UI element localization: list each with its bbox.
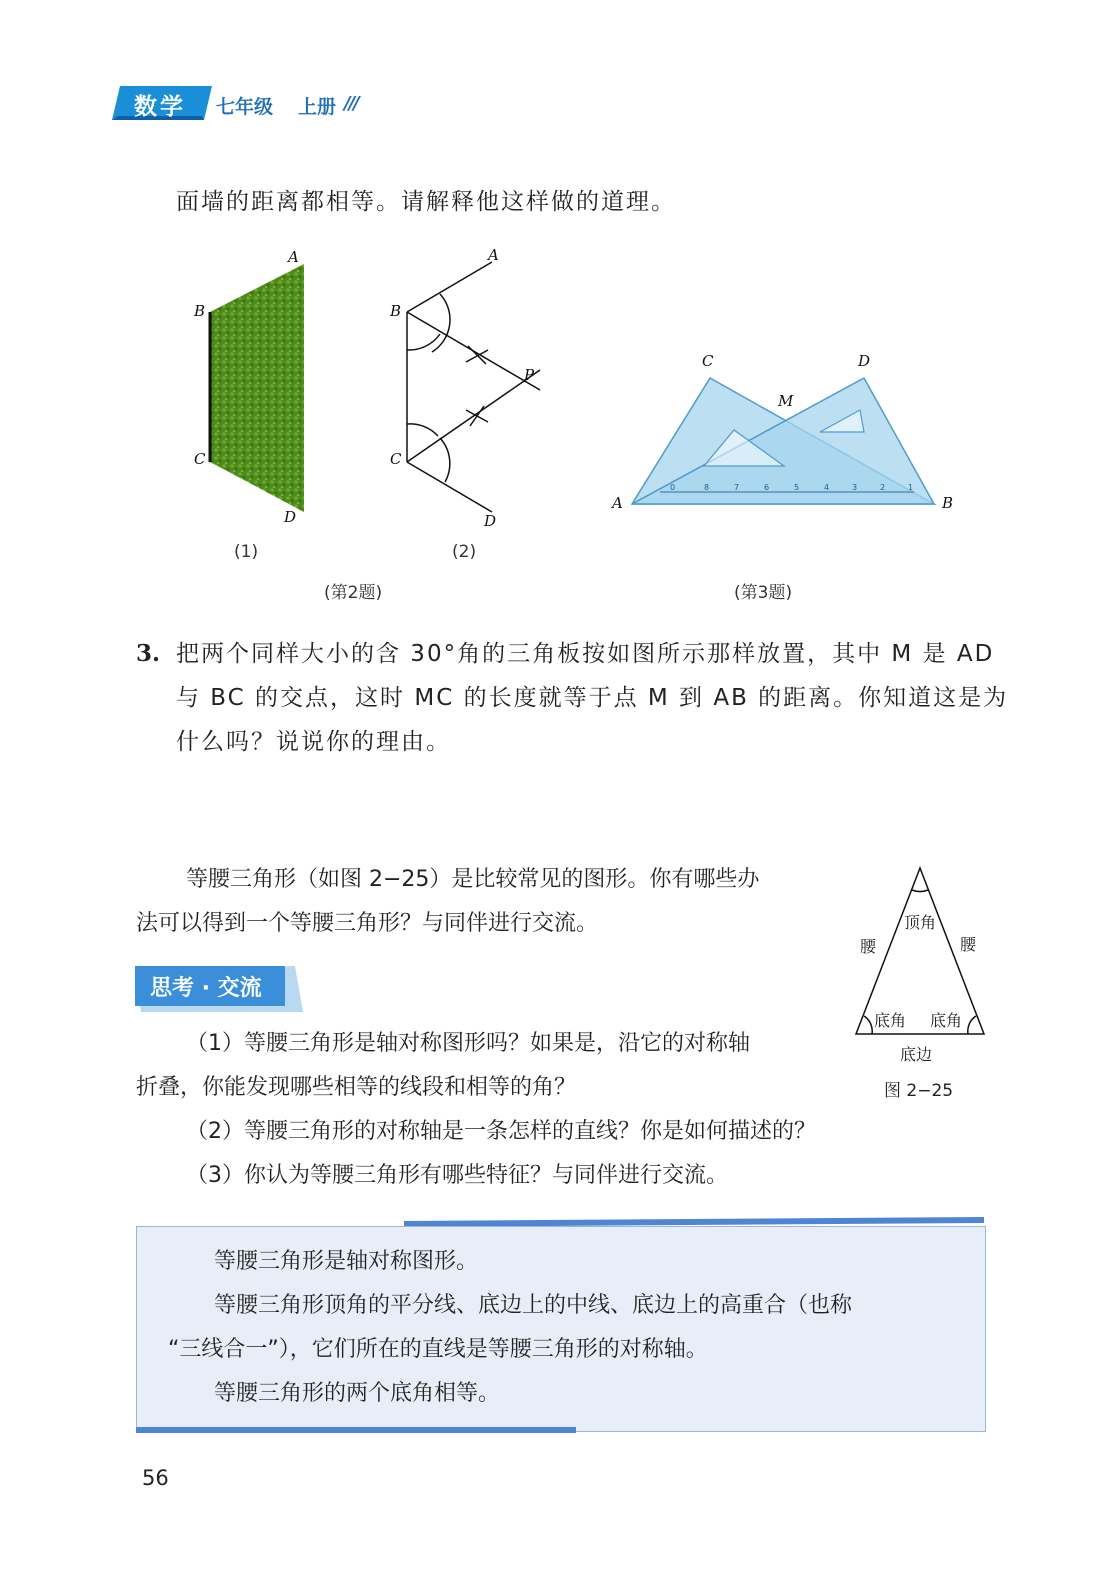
fig2-2-label-c: C [390, 450, 402, 468]
fig225-leg-right: 腰 [960, 935, 977, 954]
fig3-label-a: A [612, 494, 623, 512]
fig3-label-d: D [858, 352, 871, 370]
svg-text:7: 7 [734, 483, 740, 492]
think-q3: （3）你认为等腰三角形有哪些特征？与同伴进行交流。 [186, 1163, 728, 1188]
figure-2-1-wall [190, 240, 320, 540]
grade-label: 七年级 [216, 96, 274, 118]
think-q1-line-1: （1）等腰三角形是轴对称图形吗？如果是，沿它的对称轴 [186, 1031, 750, 1056]
svg-text:0: 0 [670, 483, 676, 492]
fig2-1-label-a: A [288, 248, 299, 266]
problem-3-line-2: 与 BC 的交点，这时 MC 的长度就等于点 M 到 AB 的距离。你知道这是为 [176, 685, 1009, 711]
svg-text:5: 5 [794, 483, 800, 492]
isosceles-intro-line-2: 法可以得到一个等腰三角形？与同伴进行交流。 [136, 911, 599, 936]
figure-2-2-construction [400, 250, 560, 540]
isosceles-intro-line-1: 等腰三角形（如图 2−25）是比较常见的图形。你有哪些办 [186, 867, 760, 892]
fig2-2-label-p: P [524, 366, 535, 384]
fig225-caption: 图 2−25 [884, 1081, 954, 1101]
fig225-apex-angle: 顶角 [904, 913, 937, 932]
fig2-1-label-c: C [194, 450, 206, 468]
fig3-caption: (第3题) [734, 583, 793, 603]
figure-3-set-squares [624, 370, 944, 510]
rule-3: 等腰三角形的两个底角相等。 [214, 1381, 501, 1406]
fig225-leg-left: 腰 [860, 937, 877, 956]
svg-text:1: 1 [908, 483, 914, 492]
intro-line: 面墙的距离都相等。请解释他这样做的道理。 [176, 189, 676, 215]
fig225-base-angle-right: 底角 [930, 1011, 963, 1030]
think-q1-line-2: 折叠，你能发现哪些相等的线段和相等的角？ [136, 1075, 577, 1100]
header-slashes: /// [344, 93, 358, 114]
fig2-2-label-b: B [390, 302, 402, 320]
rule-2-line-1: 等腰三角形顶角的平分线、底边上的中线、底边上的高重合（也称 [214, 1293, 853, 1318]
fig2-2-label-d: D [484, 512, 497, 530]
fig225-base: 底边 [900, 1045, 933, 1064]
fig2-caption: (第2题) [324, 583, 383, 603]
problem-3-line-1: 把两个同样大小的含 30°角的三角板按如图所示那样放置，其中 M 是 AD [176, 641, 995, 667]
fig225-base-angle-left: 底角 [874, 1011, 907, 1030]
fig2-1-label-b: B [194, 302, 206, 320]
fig2-1-label-d: D [284, 508, 297, 526]
svg-text:2: 2 [880, 483, 886, 492]
think-q2: （2）等腰三角形的对称轴是一条怎样的直线？你是如何描述的？ [186, 1119, 816, 1144]
problem-3-number: 3. [136, 640, 161, 667]
think-exchange-title: 思考 · 交流 [150, 976, 262, 1001]
svg-text:6: 6 [764, 483, 770, 492]
page-number: 56 [142, 1466, 169, 1490]
svg-text:3: 3 [852, 483, 858, 492]
fig3-label-c: C [702, 352, 714, 370]
fig3-label-m: M [778, 392, 794, 410]
rule-box-bottom-accent [136, 1427, 576, 1433]
svg-text:4: 4 [824, 483, 830, 492]
svg-text:8: 8 [704, 483, 710, 492]
volume-label: 上册 [298, 96, 337, 118]
rule-2-line-2: “三线合一”），它们所在的直线是等腰三角形的对称轴。 [168, 1337, 708, 1362]
subject-title: 数学 [134, 94, 186, 120]
problem-3-line-3: 什么吗？说说你的理由。 [176, 729, 451, 755]
fig2-sub1-caption: (1) [234, 542, 259, 562]
fig2-2-label-a: A [488, 246, 499, 264]
fig3-label-b: B [942, 494, 954, 512]
rule-1: 等腰三角形是轴对称图形。 [214, 1249, 479, 1274]
fig2-sub2-caption: (2) [452, 542, 477, 562]
